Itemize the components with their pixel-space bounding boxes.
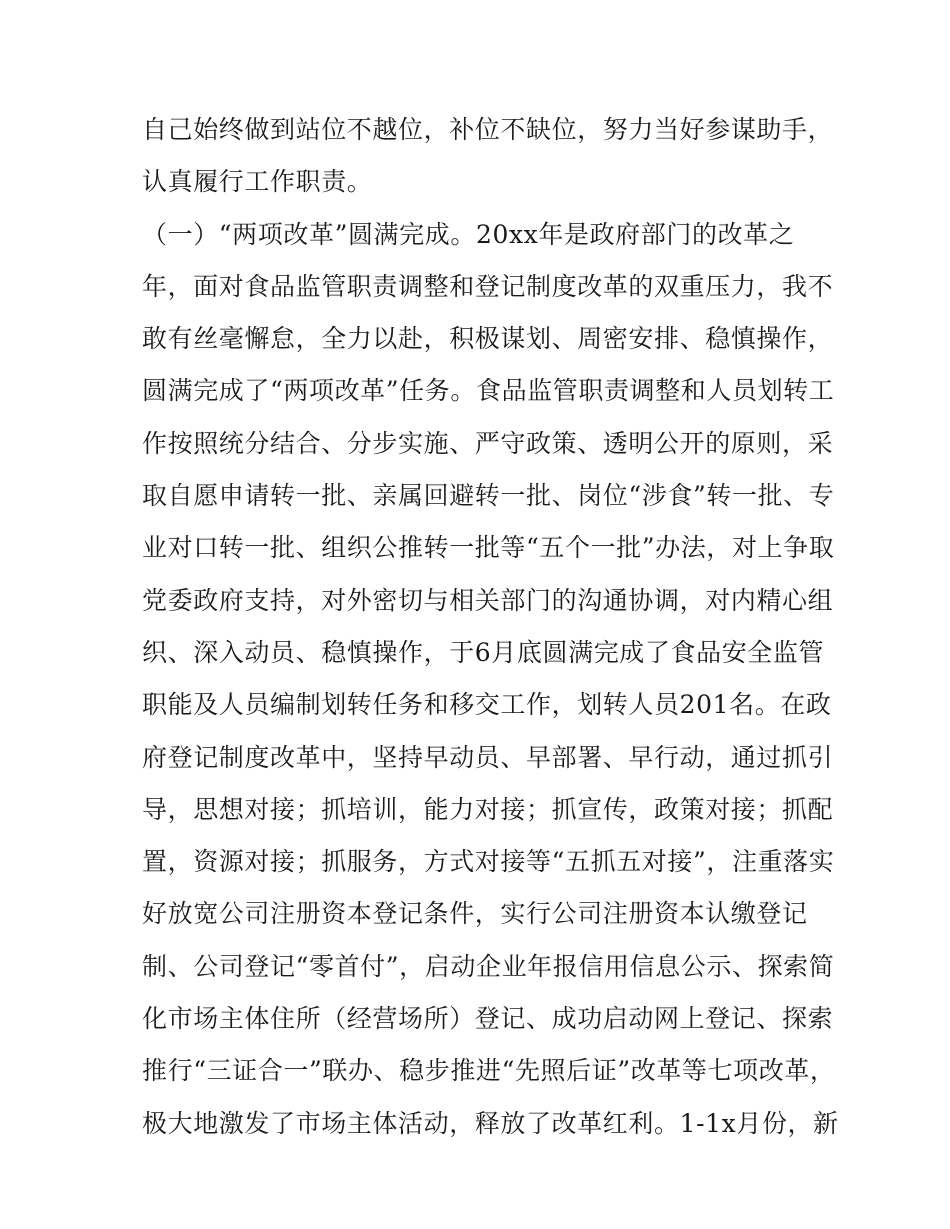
text-line: 党委政府支持，对外密切与相关部门的沟通协调，对内精心组 (142, 585, 834, 615)
text-line: 制、公司登记“零首付”，启动企业年报信用信息公示、探索简 (142, 951, 835, 981)
text-line: （一）“两项改革”圆满完成。20xx年是政府部门的改革之 (142, 219, 795, 249)
text-line: 置，资源对接；抓服务，方式对接等“五抓五对接”，注重落实 (142, 847, 835, 877)
text-line: 府登记制度改革中，坚持早动员、早部署、早行动，通过抓引 (142, 742, 834, 772)
text-line: 作按照统分结合、分步实施、严守政策、透明公开的原则，采 (142, 428, 834, 458)
text-line: 导，思想对接；抓培训，能力对接；抓宣传，政策对接；抓配 (142, 794, 834, 824)
text-line: 取自愿申请转一批、亲属回避转一批、岗位“涉食”转一批、专 (142, 481, 835, 511)
text-line: 织、深入动员、稳慎操作，于6月底圆满完成了食品安全监管 (142, 637, 825, 667)
text-line: 敢有丝毫懈怠，全力以赴，积极谋划、周密安排、稳慎操作， (142, 324, 834, 354)
text-line: 圆满完成了“两项改革”任务。食品监管职责调整和人员划转工 (142, 376, 835, 406)
body-text (142, 112, 839, 1158)
text-line: 极大地激发了市场主体活动，释放了改革红利。1-1x月份，新 (142, 1108, 839, 1138)
text-line: 职能及人员编制划转任务和移交工作，划转人员201名。在政 (142, 690, 832, 720)
text-line: 好放宽公司注册资本登记条件，实行公司注册资本认缴登记 (142, 899, 808, 929)
text-line: 化市场主体住所（经营场所）登记、成功启动网上登记、探索 (142, 1004, 834, 1034)
text-line: 业对口转一批、组织公推转一批等“五个一批”办法，对上争取 (142, 533, 835, 563)
text-line: 认真履行工作职责。 (142, 167, 373, 197)
text-line: 年，面对食品监管职责调整和登记制度改革的双重压力，我不 (142, 271, 834, 301)
text-line: 自己始终做到站位不越位，补位不缺位，努力当好参谋助手， (142, 115, 834, 144)
text-line: 推行“三证合一”联办、稳步推进“先照后证”改革等七项改革， (142, 1056, 836, 1086)
